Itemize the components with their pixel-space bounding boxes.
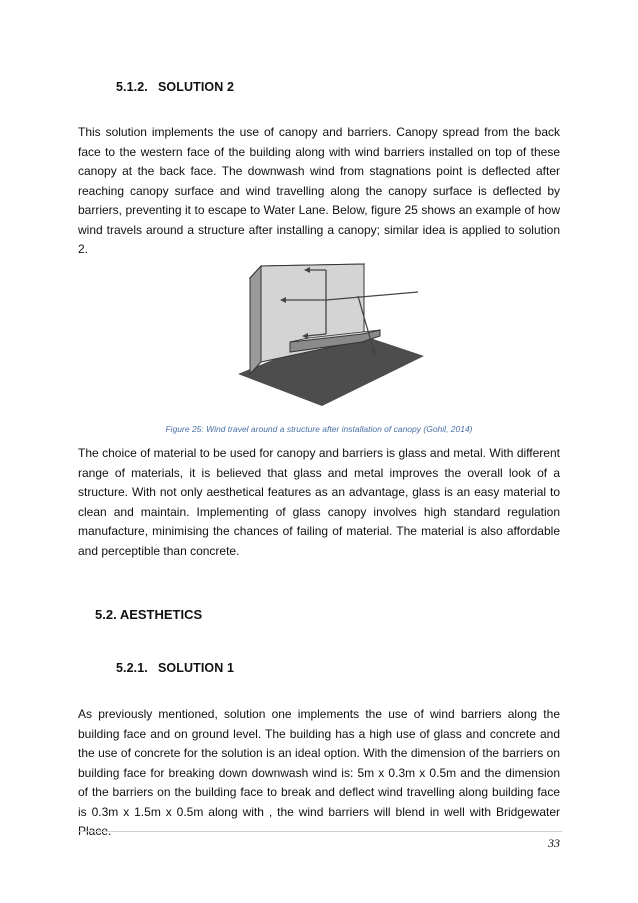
footer-divider <box>78 831 562 832</box>
paragraph-materials <box>78 444 560 561</box>
heading-number: 5.1.2. <box>116 80 148 94</box>
figure-caption: Figure 25: Wind travel around a structure after installation of canopy (Gohil, 2014) <box>165 424 473 434</box>
building-side <box>250 266 261 374</box>
heading-5-1-2 <box>116 80 234 94</box>
canopy-wind-figure <box>238 256 424 406</box>
heading-title: SOLUTION 2 <box>158 80 235 94</box>
paragraph-text: This solution implements the use of canopy and barriers. Canopy spread from the back face to the western face of the building along with wind barriers installed on top of these canopy at the back face. The downwash wind from stagnations point is deflected after reaching canopy surface and wind travelling along the canopy surface is deflected by barriers, preventing it to escape to Water Lane. Below, figure 25 shows an example of how wind travels around a structure after installing a canopy; similar idea is applied to solution 2. <box>78 125 560 256</box>
paragraph-solution-2 <box>78 123 560 260</box>
page-number: 33 <box>548 836 560 850</box>
heading-5-2: 5.2. AESTHETICS <box>95 607 203 622</box>
paragraph-aesthetics-solution-1 <box>78 705 560 842</box>
heading-5-2-1 <box>116 661 234 675</box>
paragraph-text: As previously mentioned, solution one implements the use of wind barriers along the building face and on ground level. The building has a high use of glass and concrete and the use of concrete for the solution is an ideal option. With the dimension of the barriers on building face for breaking down downwash wind is: 5m x 0.3m x 0.5m and the dimension of the barriers on the building face to break and deflect wind travelling along building face is 0.3m x 1.5m x 0.5m along with , the wind barriers will blend in well with Bridgewater Place. <box>78 707 560 838</box>
heading-number: 5.2.1. <box>116 661 148 675</box>
heading-title: SOLUTION 1 <box>158 661 235 675</box>
paragraph-text: The choice of material to be used for canopy and barriers is glass and metal. With different range of materials, it is believed that glass and metal improves the overall look of a structure. With not only aesthetical features as an advantage, glass is an easy material to clean and maintain. Implementing of glass canopy involves high standard regulation manufacture, minimising the chances of failing of material. The material is also affordable and perceptible than concrete. <box>78 446 560 558</box>
